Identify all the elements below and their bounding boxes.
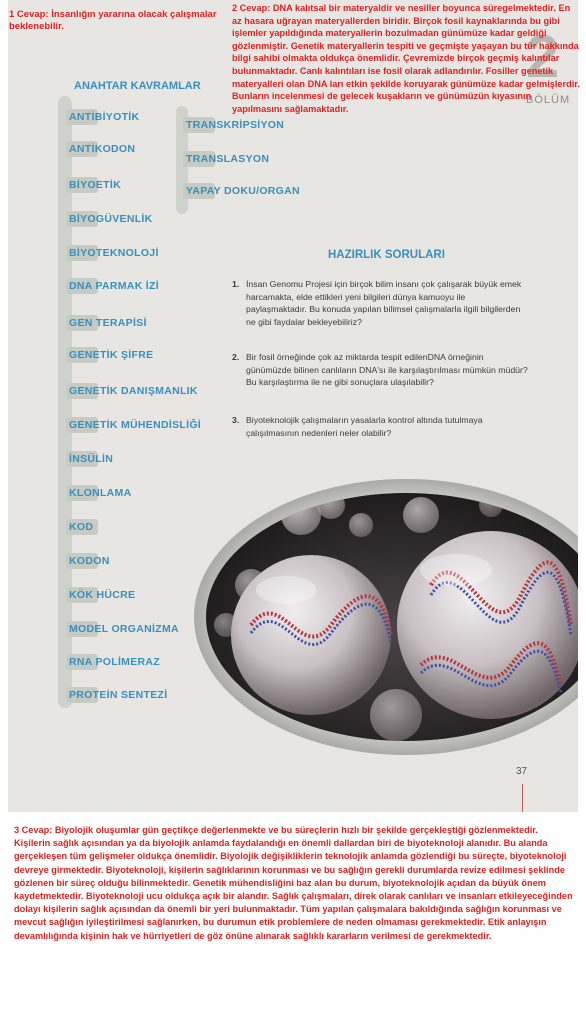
cell-illustration-svg (191, 475, 578, 758)
page-edge-line (522, 784, 523, 812)
key-concept-label: YAPAY DOKU/ORGAN (186, 185, 300, 197)
cell-dna-illustration (191, 475, 578, 758)
key-concept-label: MODEL ORGANİZMA (69, 623, 179, 635)
answer-3: 3 Cevap: Biyolojik oluşumlar gün geçtikçe değerlenmekte ve bu süreçlerin hızlı bir şekilde gerçekleştiği gözlenmektedir. Kişilerin sağlık açısından ya da biyolojik anlamda faydalandığı en önemli dallardan biri de biyoteknoloji alanıdır. Bu alanda gerçekleşen tüm gelişmeler oldukça önemlidir. Biyolojik değişikliklerin teknolojik anlamda gözlendiği bu süreçte, biyoteknoloji devreye girmektedir. Biyoteknoloji, kişilerin sağlıklarının korunması ve bu sağlığın gerekli durumlarda revize edilmesi şeklinde gözlenen bir süreç olduğu bilinmektedir. Genetik mühendisliğini baz alan bu durum, biyoteknolojik açıdan da büyük önem kaydetmektedir. Biyoteknoloji ucu oldukça açık bir alandır. Sağlık çalışmaları, direk olarak canlıları ve insanları etkileyeceğinden dolayı kişilerin sağlık açısından da önemli bir yeri bulunmaktadır. Tüm yapılan çalışmalara bakıldığında sağlığın korunması ve mevcut sağlığın iyileştirilmesi sağlanırken, bu durumun etik problemlere de neden olmaması gerekmektedir. Etik anlayışın devamlılığında kişinin hak ve hürriyetleri de göz önüne alınarak sağlıklı kararların verilmesi de gerekmektedir. (14, 825, 573, 941)
textbook-page (8, 0, 578, 812)
key-concept-label: KÖK HÜCRE (69, 589, 136, 601)
prep-questions-title: HAZIRLIK SORULARI (328, 249, 445, 261)
question-number: 2. (232, 352, 240, 362)
key-concept-label: RNA POLİMERAZ (69, 656, 161, 668)
key-concept-label: BİYOTEKNOLOJİ (69, 247, 159, 259)
key-concept-label: GENETİK DANIŞMANLIK (69, 385, 198, 397)
prep-question-1 (232, 278, 528, 329)
key-concept-label: BİYOETİK (69, 179, 121, 191)
question-text: Bir fosil örneğinde çok az miktarda tespit edilenDNA örneğinin günümüzde bilinen canlıların DNA'sı ile karşılaştırılması mümkün müdür? Bu karşılaştırma ile ne gibi sonuçlara ulaşılabilir? (246, 352, 528, 388)
answer-1: 1 Cevap: İnsanlığın yararına olacak çalışmalar beklenebilir. (9, 9, 217, 32)
key-concept-label: BİYOGÜVENLİK (69, 213, 153, 225)
answer-2: 2 Cevap: DNA kalıtsal bir materyaldir ve nesiller boyunca süregelmektedir. En az hasara uğrayan materyallerden biridir. Birçok fosil kaynaklarında bu gibi işlemler yapıldığında materyallerin bozulmadan günümüze kadar geldiği gözlenmiştir. Genetik materyallerin tespiti ve geçmişte yaşayan bu tür hakkında bilgi sahibi olmakta oldukça önemlidir. Çevremizde birçok geçmiş kalıntılar bulunmaktadır. Canlı kalıntıları ise fosil olarak adlandırılır. Fosiller genetik materyalleri olan DNA ları etkin şekilde koruyarak günümüze kadar gelmişlerdir. Bunların incelenmesi de gelecek kuşakların ve günümüzün kıyasının yapılmasını sağlamaktadır. (232, 3, 580, 114)
key-concept-label: KOD (69, 521, 94, 533)
page-number: 37 (516, 766, 528, 777)
question-number: 1. (232, 279, 240, 289)
key-concept-label: GENETİK ŞİFRE (69, 349, 154, 361)
question-number: 3. (232, 415, 240, 425)
key-concept-label: GEN TERAPİSİ (69, 317, 147, 329)
key-concept-label: KLONLAMA (69, 487, 132, 499)
key-concept-label: KODON (69, 555, 110, 567)
prep-question-2 (232, 351, 528, 389)
chapter-label: BÖLÜM (526, 94, 571, 106)
key-concept-label: DNA PARMAK İZİ (69, 280, 159, 292)
key-concept-label: İNSÜLİN (69, 453, 114, 465)
prep-question-3 (232, 414, 528, 439)
key-concept-label: PROTEİN SENTEZİ (69, 689, 168, 701)
key-concept-label: ANTİBİYOTİK (69, 111, 140, 123)
question-text: Biyoteknolojik çalışmaların yasalarla kontrol altında tutulmaya çalışılmasının nedenleri neler olabilir? (246, 415, 483, 438)
key-concept-label: ANTİKODON (69, 143, 136, 155)
key-concept-label: GENETİK MÜHENDİSLİĞİ (69, 419, 202, 431)
key-concept-label: TRANSKRİPSİYON (186, 119, 285, 131)
key-concepts-title: ANAHTAR KAVRAMLAR (74, 80, 201, 92)
question-text: İnsan Genomu Projesi için birçok bilim insanı çok çalışarak büyük emek harcamakta, elde ettikleri yeni bilgileri dünya kamuoyu ile paylaşmaktadır. Bu konuda yapılan bilimsel çalışmalarla ilgili bilgilerden ne gibi faydalar bekleyebiliriz? (246, 279, 522, 328)
key-concept-label: TRANSLASYON (186, 153, 270, 165)
chapter-number: 2 (526, 23, 560, 90)
